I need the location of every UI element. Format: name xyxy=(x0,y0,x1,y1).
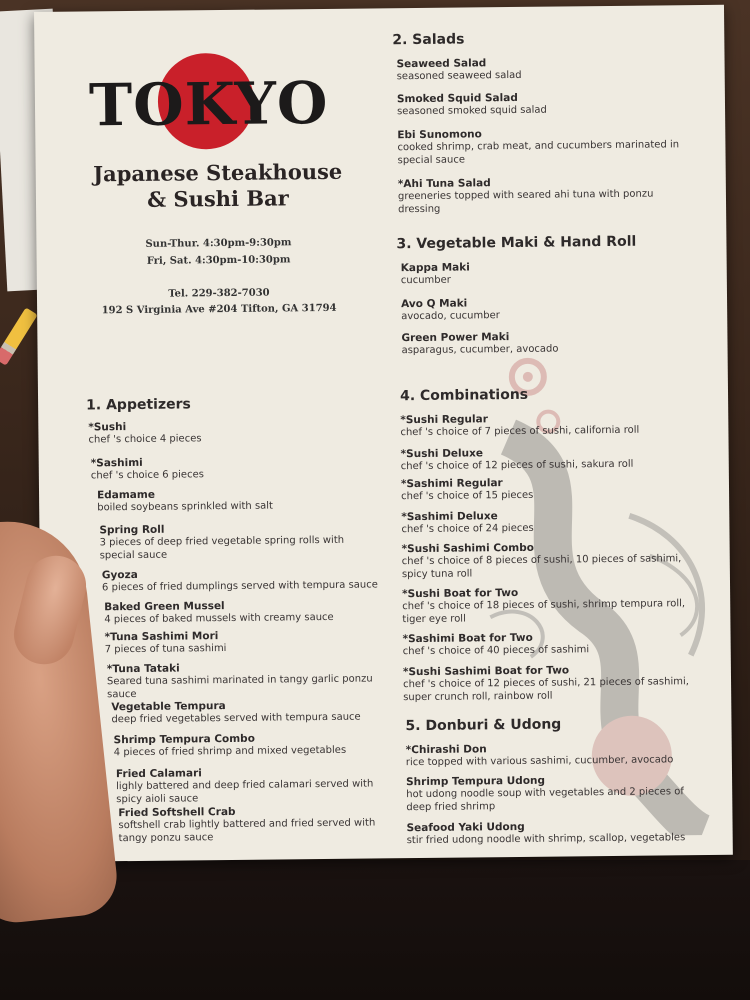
item-name: *Chirashi Don xyxy=(405,743,487,757)
item-desc: chef 's choice of 8 pieces of sushi, 10 pieces of sashimi, spicy tuna roll xyxy=(401,553,682,580)
hours-weekend: Fri, Sat. 4:30pm-10:30pm xyxy=(146,254,291,267)
restaurant-subtitle-line2: & Sushi Bar xyxy=(147,185,289,212)
item-name: *Sashimi Regular xyxy=(400,477,503,491)
section-title-combinations: 4. Combinations xyxy=(399,386,529,405)
menu-item xyxy=(401,445,701,474)
section-title-appetizers: 1. Appetizers xyxy=(86,396,191,414)
menu-sheet xyxy=(34,5,733,862)
menu-item xyxy=(406,741,706,770)
item-name: Shrimp Tempura Udong xyxy=(406,774,546,789)
item-name: Edamame xyxy=(97,488,155,502)
item-name: Fried Calamari xyxy=(115,767,202,781)
menu-item xyxy=(407,819,707,848)
item-name: Smoked Squid Salad xyxy=(396,91,518,106)
item-desc: cucumber xyxy=(400,274,451,287)
item-desc: rice topped with various sashimi, cucumber, avocado xyxy=(405,754,674,769)
menu-item xyxy=(403,663,703,704)
item-desc: hot udong noodle soup with vegetables and 2 pieces of deep fried shrimp xyxy=(406,786,684,813)
item-name: Avo Q Maki xyxy=(401,297,468,311)
menu-item xyxy=(111,698,411,727)
phone-number: Tel. 229-382-7030 xyxy=(168,287,270,300)
menu-item xyxy=(88,418,388,447)
menu-item xyxy=(397,90,697,119)
item-name: Kappa Maki xyxy=(400,261,470,275)
item-desc: lighly battered and deep fried calamari served with spicy aioli sauce xyxy=(116,778,374,805)
item-name: *Ahi Tuna Salad xyxy=(397,177,491,191)
menu-item xyxy=(398,175,698,216)
item-desc: chef 's choice of 12 pieces of sushi, sakura roll xyxy=(400,458,634,473)
item-name: *Tuna Tataki xyxy=(106,662,180,676)
item-desc: deep fried vegetables served with tempura sauce xyxy=(111,711,361,726)
item-desc: chef 's choice of 40 pieces of sashimi xyxy=(402,644,590,658)
item-desc: stir fried udong noodle with shrimp, scallop, vegetables xyxy=(406,832,686,847)
menu-item xyxy=(91,454,391,483)
item-desc: chef 's choice of 15 pieces xyxy=(401,489,534,503)
item-desc: avocado, cucumber xyxy=(401,310,500,323)
menu-item xyxy=(400,411,700,440)
item-name: Seafood Yaki Udong xyxy=(406,820,525,835)
item-name: *Sushi Sashimi Boat for Two xyxy=(402,664,570,679)
item-desc: chef 's choice of 18 pieces of sushi, shrimp tempura roll, tiger eye roll xyxy=(402,598,686,625)
menu-item xyxy=(99,522,369,563)
menu-item xyxy=(402,540,702,581)
item-desc: seasoned seaweed salad xyxy=(396,69,522,83)
item-desc: cooked shrimp, crab meat, and cucumbers marinated in special sauce xyxy=(397,139,680,166)
menu-item xyxy=(104,598,404,627)
menu-item xyxy=(406,773,706,814)
item-desc: 4 pieces of fried shrimp and mixed vegetables xyxy=(113,744,347,759)
item-desc: Seared tuna sashimi marinated in tangy garlic ponzu sauce xyxy=(106,673,373,700)
item-name: *Sushi Boat for Two xyxy=(402,586,519,601)
menu-item xyxy=(114,731,414,760)
menu-item xyxy=(107,660,377,701)
item-name: *Tuna Sashimi Mori xyxy=(104,630,219,644)
menu-item xyxy=(116,765,386,806)
item-desc: seasoned smoked squid salad xyxy=(397,104,547,118)
item-name: *Sushi Deluxe xyxy=(400,447,484,461)
item-desc: boiled soybeans sprinkled with salt xyxy=(97,500,274,514)
item-name: *Sashimi xyxy=(90,456,143,470)
item-name: Vegetable Tempura xyxy=(111,700,226,714)
menu-item xyxy=(401,475,701,504)
item-desc: 3 pieces of deep fried vegetable spring rolls with special sauce xyxy=(99,534,345,561)
item-name: Gyoza xyxy=(101,568,138,582)
address: 192 S Virginia Ave #204 Tifton, GA 31794 xyxy=(101,302,337,317)
item-name: Shrimp Tempura Combo xyxy=(113,732,255,747)
item-name: *Sushi xyxy=(88,421,127,434)
item-desc: chef 's choice of 12 pieces of sushi, 21 pieces of sashimi, super crunch roll, rainbow roll xyxy=(403,676,689,703)
item-desc: chef 's choice of 7 pieces of sushi, california roll xyxy=(400,424,640,439)
item-name: Baked Green Mussel xyxy=(104,600,225,614)
item-desc: 4 pieces of baked mussels with creamy sauce xyxy=(104,611,334,626)
item-name: Ebi Sunomono xyxy=(397,128,482,142)
menu-item xyxy=(118,804,388,845)
menu-item xyxy=(102,566,402,595)
item-name: Fried Softshell Crab xyxy=(118,805,236,820)
menu-item xyxy=(401,259,701,288)
restaurant-logo-text: TOKYO xyxy=(88,68,329,140)
restaurant-subtitle-line1: Japanese Steakhouse xyxy=(93,158,343,187)
item-desc: greeneries topped with seared ahi tuna with ponzu dressing xyxy=(397,188,654,215)
item-name: Green Power Maki xyxy=(401,331,510,345)
item-desc: asparagus, cucumber, avocado xyxy=(401,343,559,357)
item-name: Seaweed Salad xyxy=(396,57,487,71)
section-title-salads: 2. Salads xyxy=(392,31,465,49)
menu-item xyxy=(104,628,404,657)
item-name: *Sushi Regular xyxy=(400,413,488,427)
menu-item xyxy=(97,486,397,515)
item-name: *Sashimi Deluxe xyxy=(401,510,498,524)
menu-item xyxy=(401,508,701,537)
item-desc: softshell crab lightly battered and fried served with tangy ponzu sauce xyxy=(118,817,376,844)
menu-item xyxy=(403,630,703,659)
item-desc: 6 pieces of fried dumplings served with tempura sauce xyxy=(101,579,378,594)
item-name: *Sushi Sashimi Combo xyxy=(401,541,534,556)
menu-item xyxy=(397,55,697,84)
item-desc: chef 's choice of 24 pieces xyxy=(401,522,534,536)
menu-item xyxy=(397,126,697,167)
item-name: Spring Roll xyxy=(99,523,165,537)
item-desc: chef 's choice 6 pieces xyxy=(90,469,204,482)
section-title-donburi: 5. Donburi & Udong xyxy=(405,716,562,735)
hours-weekday: Sun-Thur. 4:30pm-9:30pm xyxy=(145,237,292,250)
menu-item xyxy=(401,329,701,358)
menu-item xyxy=(401,295,701,324)
section-title-veg-maki: 3. Vegetable Maki & Hand Roll xyxy=(396,233,637,253)
item-desc: chef 's choice 4 pieces xyxy=(88,433,202,446)
item-desc: 7 pieces of tuna sashimi xyxy=(104,643,227,656)
item-name: *Sashimi Boat for Two xyxy=(402,631,533,646)
menu-item xyxy=(402,585,702,626)
